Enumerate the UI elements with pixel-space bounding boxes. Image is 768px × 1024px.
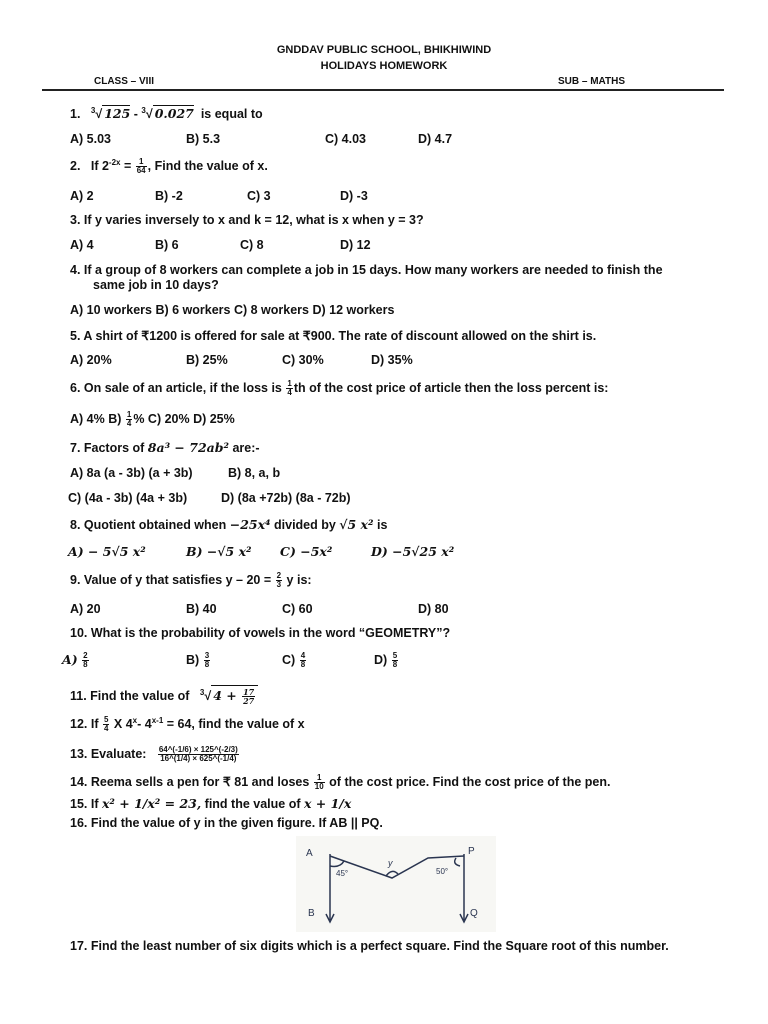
class-label: CLASS – VIII	[94, 76, 155, 87]
q2-option-b: B) -2	[155, 189, 183, 203]
q4-options: A) 10 workers B) 6 workers C) 8 workers D) 12 workers	[70, 303, 395, 317]
q2-option-d: D) -3	[340, 189, 368, 203]
question-3: 3. If y varies inversely to x and k = 12, what is x when y = 3?	[70, 213, 424, 227]
q9-option-b: B) 40	[186, 602, 217, 616]
angle-y: y	[388, 858, 393, 868]
q7-option-c: C) (4a - 3b) (4a + 3b)	[68, 491, 188, 505]
label-b: B	[308, 908, 315, 919]
question-15: 15. If x² + 1/x² = 23, find the value of x + 1/x	[70, 796, 352, 811]
label-a: A	[306, 848, 313, 859]
label-q: Q	[470, 908, 478, 919]
question-4-line-1: 4. If a group of 8 workers can complete a job in 15 days. How many workers are needed to finish the	[70, 263, 663, 277]
q5-option-b: B) 25%	[186, 353, 228, 367]
question-14: 14. Reema sells a pen for ₹ 81 and loses $\frac{1}{10}$ of the cost price. Find the cost price of the pen.	[70, 773, 611, 792]
subject-label: SUB – MATHS	[558, 76, 626, 87]
q6-options: A) 4% B) $\frac{1}{4}$ % C) 20% D) 25%	[70, 410, 235, 428]
question-2: 2. If $2^{-2x}$ = $\frac{1}{64}$ , Find the value of x.	[70, 157, 268, 176]
header-rule	[42, 89, 724, 91]
q5-option-a: A) 20%	[70, 353, 112, 367]
label-p: P	[468, 846, 475, 857]
q2-option-c: C) 3	[247, 189, 271, 203]
question-16: 16. Find the value of y in the given figure. If AB || PQ.	[70, 816, 383, 830]
q7-option-a: A) 8a (a - 3b) (a + 3b)	[70, 466, 193, 480]
q2-option-a: A) 2	[70, 189, 94, 203]
angle-50: 50°	[436, 867, 449, 876]
angle-45: 45°	[336, 869, 349, 878]
q9-option-c: C) 60	[282, 602, 313, 616]
q10-option-c: C) $\frac{4}{8}$	[282, 651, 306, 669]
question-12: 12. If $\frac{5}{4}$ X 4$^x$- $4^{x-1} = 64$, find the value of x	[70, 715, 305, 734]
q1-option-d: D) 4.7	[418, 132, 453, 146]
q3-option-a: A) 4	[70, 238, 94, 252]
q10-option-b: B) $\frac{3}{8}$	[186, 651, 210, 669]
q5-option-d: D) 35%	[371, 353, 413, 367]
q1-option-c: C) 4.03	[325, 132, 366, 146]
question-8: 8. Quotient obtained when −25x⁴ divided by √5 x² is	[70, 517, 388, 532]
homework-title: HOLIDAYS HOMEWORK	[320, 60, 448, 72]
q10-option-d: D) $\frac{5}{8}$	[374, 651, 398, 669]
q9-option-d: D) 80	[418, 602, 449, 616]
parallel-lines-figure	[296, 836, 496, 932]
q3-option-d: D) 12	[340, 238, 371, 252]
q3-option-c: C) 8	[240, 238, 264, 252]
q7-option-d: D) (8a +72b) (8a - 72b)	[221, 491, 351, 505]
q10-option-a: A) $\frac{2}{8}$	[62, 651, 88, 670]
q8-option-c: C) −5x²	[280, 544, 333, 559]
q5-option-c: C) 30%	[282, 353, 324, 367]
question-17: 17. Find the least number of six digits which is a perfect square. Find the Square root of this number.	[70, 939, 669, 953]
q7-option-b: B) 8, a, b	[228, 466, 281, 480]
question-13: 13. Evaluate: $\frac{64\^{}(-1/6) \times 125\^{}(-2/3)}{16\^{}(1/4) \times 625\^{}(-1/4)}$	[70, 745, 238, 763]
question-9: 9. Value of y that satisfies y – 20 = $\frac{2}{3}$ y is:	[70, 571, 312, 589]
q8-option-d: D) −5√25 x²	[371, 544, 455, 559]
q1-option-b: B) 5.3	[186, 132, 221, 146]
q8-option-b: B) −√5 x²	[186, 544, 252, 559]
question-11: 11. Find the value of $^3$√ 4 + $\frac{17}{27}$	[70, 688, 258, 705]
question-7: 7. Factors of 8a³ − 72ab² are:-	[70, 440, 260, 455]
question-10: 10. What is the probability of vowels in the word “GEOMETRY”?	[70, 626, 451, 640]
school-name: GNDDAV PUBLIC SCHOOL, BHIKHIWIND	[276, 44, 492, 56]
q9-option-a: A) 20	[70, 602, 101, 616]
question-5: 5. A shirt of ₹1200 is offered for sale at ₹900. The rate of discount allowed on the shirt is.	[70, 329, 597, 343]
q3-option-b: B) 6	[155, 238, 179, 252]
q8-option-a: A) − 5√5 x²	[68, 544, 146, 559]
question-6: 6. On sale of an article, if the loss is $\frac{1}{4}$ th of the cost price of article then the loss percent is:	[70, 379, 609, 397]
question-1: 1. $^3$√ 125 - $^3$√ 0.027 is equal to	[70, 106, 263, 122]
q1-option-a: A) 5.03	[70, 132, 111, 146]
question-4-line-2: same job in 10 days?	[93, 278, 219, 292]
